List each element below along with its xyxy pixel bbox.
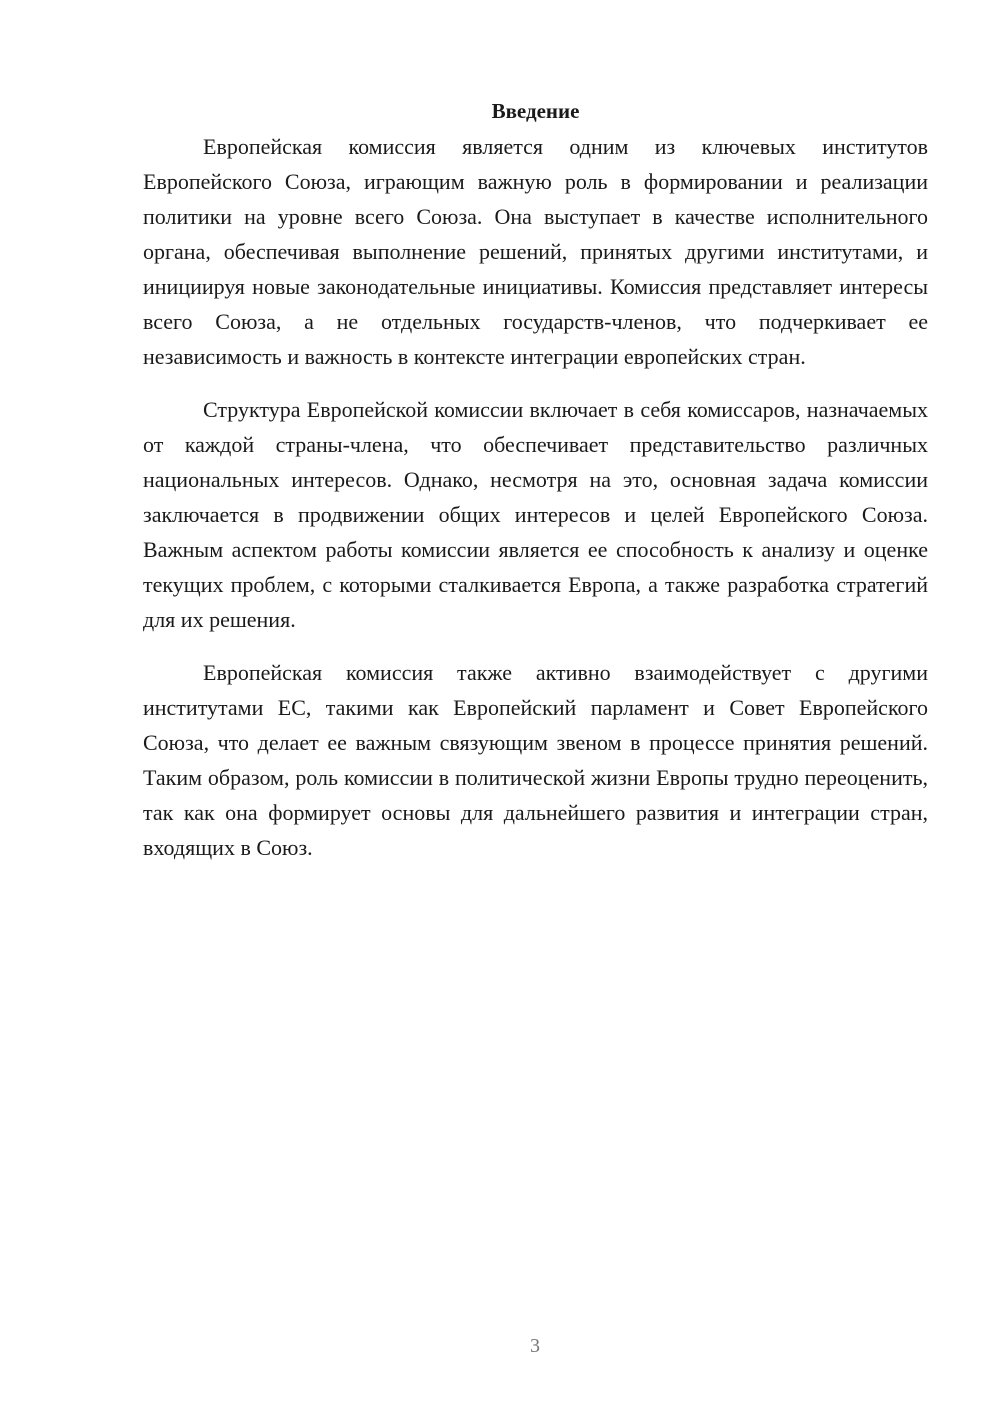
paragraph-3: Европейская комиссия также активно взаимодействует с другими институтами ЕС, такими как Европейский парламент и Совет Европейского Союза, что делает ее важным связующим звеном в процессе принятия решений. Таким образом, роль комиссии в политической жизни Европы трудно переоценить, так как она формирует основы для дальнейшего развития и интеграции стран, входящих в Союз. — [143, 660, 928, 860]
page-content — [143, 96, 928, 883]
paragraph-2: Структура Европейской комиссии включает в себя комиссаров, назначаемых от каждой страны-члена, что обеспечивает представительство различных национальных интересов. Однако, несмотря на это, основная задача комиссии заключается в продвижении общих интересов и целей Европейского Союза. Важным аспектом работы комиссии является ее способность к анализу и оценке текущих проблем, с которыми сталкивается Европа, а также разработка стратегий для их решения. — [143, 397, 928, 632]
page-number: 3 — [530, 1335, 540, 1357]
paragraph-1: Европейская комиссия является одним из ключевых институтов Европейского Союза, играющим важную роль в формировании и реализации политики на уровне всего Союза. Она выступает в качестве исполнительного органа, обеспечивая выполнение решений, принятых другими институтами, и инициируя новые законодательные инициативы. Комиссия представляет интересы всего Союза, а не отдельных государств-членов, что подчеркивает ее независимость и важность в контексте интеграции европейских стран. — [143, 134, 928, 369]
section-heading: Введение — [491, 99, 580, 123]
